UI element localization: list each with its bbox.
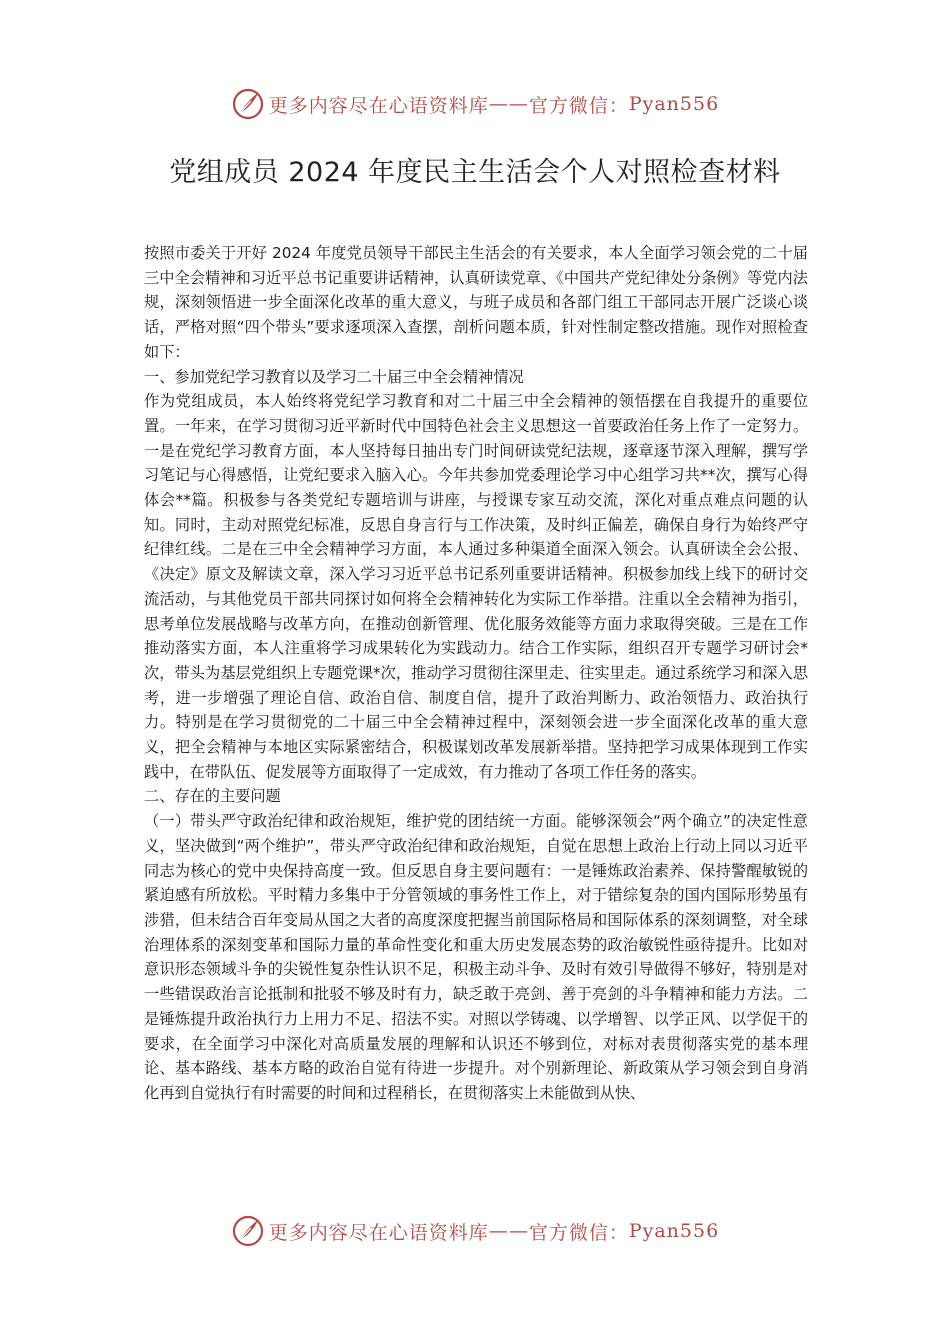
feather-pen-logo-icon [231,87,265,121]
section-heading-2: 二、存在的主要问题 [144,787,281,806]
paragraph-intro: 按照市委关于开好 2024 年度党员领导干部民主生活会的有关要求，本人全面学习领会党的二十届三中全会精神和习近平总书记重要讲话精神，认真研读党章、《中国共产党纪律处分条例》等党内法规，深刻领悟进一步全面深化改革的重大意义，与班子成员和各部门组工干部同志开展广泛谈心谈话，严格对照“四个带头”要求逐项深入查摆，剖析问题本质，针对性制定整改措施。现作对照检查如下： [144,244,808,361]
document-body [144,241,808,1106]
watermark-label: 官方微信： [528,1221,629,1244]
watermark-dash: —— [488,93,529,115]
feather-pen-logo-icon [231,1214,265,1248]
watermark-banner-bottom [0,1209,950,1253]
watermark-wechat-id: Pyan556 [628,1220,720,1242]
watermark-text: 更多内容尽在心语资料库 [268,1221,489,1244]
paragraph-section-1: 作为党组成员，本人始终将党纪学习教育和对二十届三中全会精神的领悟摆在自我提升的重要位置。一年来，在学习贯彻习近平新时代中国特色社会主义思想这一首要政治任务上作了一定努力。一是在党纪学习教育方面，本人坚持每日抽出专门时间研读党纪法规，逐章逐节深入理解，撰写学习笔记与心得感悟，让党纪要求入脑入心。今年共参加党委理论学习中心组学习共**次，撰写心得体会**篇。积极参与各类党纪专题培训与讲座，与授课专家互动交流，深化对重点难点问题的认知。同时，主动对照党纪标准，反思自身言行与工作决策，及时纠正偏差，确保自身行为始终严守纪律红线。二是在三中全会精神学习方面，本人通过多种渠道全面深入领会。认真研读全会公报、《决定》原文及解读文章，深入学习习近平总书记系列重要讲话精神。积极参加线上线下的研讨交流活动，与其他党员干部共同探讨如何将全会精神转化为实际工作举措。注重以全会精神为指引，思考单位发展战略与改革方向，在推动创新管理、优化服务效能等方面力求取得突破。三是在工作推动落实方面，本人注重将学习成果转化为实践动力。结合工作实际，组织召开专题学习研讨会*次，带头为基层党组织上专题党课*次，推动学习贯彻往深里走、往实里走。通过系统学习和深入思考，进一步增强了理论自信、政治自信、制度自信，提升了政治判断力、政治领悟力、政治执行力。特别是在学习贯彻党的二十届三中全会精神过程中，深刻领会进一步全面深化改革的重大意义，把全会精神与本地区实际紧密结合，积极谋划改革发展新举措。坚持把学习成果体现到工作实践中，在带队伍、促发展等方面取得了一定成效，有力推动了各项工作任务的落实。 [144,392,808,781]
watermark-dash: —— [488,1220,529,1242]
watermark-label: 官方微信： [528,94,629,117]
watermark-banner-top [0,82,950,126]
paragraph-section-2-item-1: （一）带头严守政治纪律和政治规矩，维护党的团结统一方面。能够深领会“两个确立”的决定性意义，坚决做到“两个维护”，带头严守政治纪律和政治规矩，自觉在思想上政治上行动上同以习近平同志为核心的党中央保持高度一致。但反思自身主要问题有：一是锤炼政治素养、保持警醒敏锐的紧迫感有所放松。平时精力多集中于分管领域的事务性工作上，对于错综复杂的国内国际形势虽有涉猎，但未结合百年变局从国之大者的高度深度把握当前国际格局和国际体系的深刻调整，对全球治理体系的深刻变革和国际力量的革命性变化和重大历史发展态势的政治敏锐性亟待提升。比如对意识形态领域斗争的尖锐性复杂性认识不足，积极主动斗争、及时有效引导做得不够好，特别是对一些错误政治言论抵制和批驳不够及时有力，缺乏敢于亮剑、善于亮剑的斗争精神和能力方法。二是锤炼提升政治执行力上用力不足、招法不实。对照以学铸魂、以学增智、以学正风、以学促干的要求，在全面学习中深化对高质量发展的理解和认识还不够到位，对标对表贯彻落实党的基本理论、基本路线、基本方略的政治自觉有待进一步提升。对个别新理论、新政策从学习领会到自身消化再到自觉执行有时需要的时间和过程稍长，在贯彻落实上未能做到从快、 [144,812,808,1102]
section-heading-1: 一、参加党纪学习教育以及学习二十届三中全会精神情况 [144,367,524,386]
document-title: 党组成员 2024 年度民主生活会个人对照检查材料 [169,157,781,188]
watermark-text: 更多内容尽在心语资料库 [268,94,489,117]
watermark-wechat-id: Pyan556 [628,93,720,115]
